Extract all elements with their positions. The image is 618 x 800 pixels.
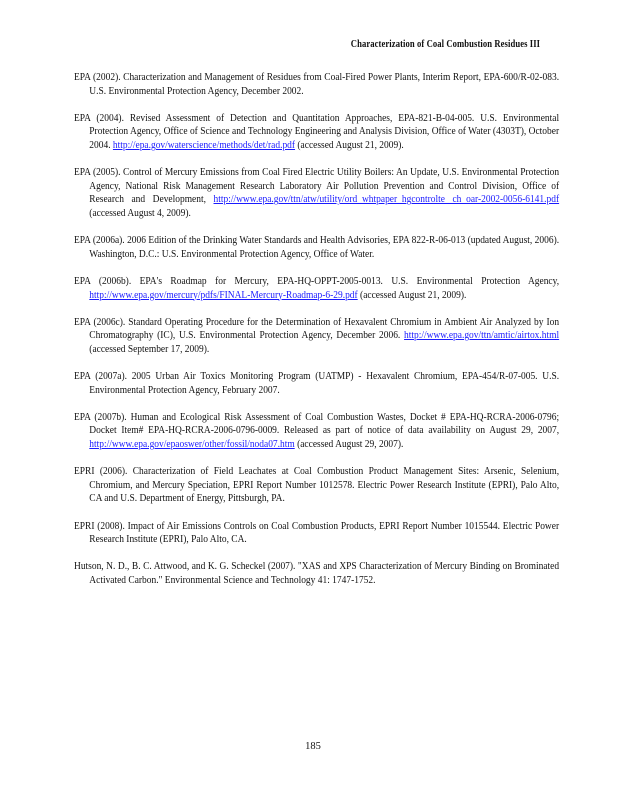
reference-text: EPA (2005). Control of Mercury Emissions from Coal Fired Electric Utility Boilers: An Update, U.S. Environmental Protection Agency, National Risk Management Research Laboratory Air Pollution Prevention and Control Division, Office of Research and Development,	[74, 167, 560, 206]
reference-text: EPA (2007b). Human and Ecological Risk Assessment of Coal Combustion Wastes, Docket # EPA-HQ-RCRA-2006-0796; Docket Item# EPA-HQ-RCRA-2006-0796-0009. Released as part of notice of data availability on August 29, 2007,	[74, 411, 560, 437]
reference-accessed: (accessed August 4, 2009).	[89, 207, 191, 219]
reference-epa-2004	[74, 112, 559, 153]
reference-epa-2007a	[74, 370, 559, 397]
reference-text: EPRI (2008). Impact of Air Emissions Controls on Coal Combustion Products, EPRI Report Number 1015544. Electric Power Research Institute (EPRI), Palo Alto, CA.	[74, 520, 560, 546]
reference-link[interactable]: http://epa.gov/waterscience/methods/det/rad.pdf	[112, 139, 296, 151]
reference-epa-2006c	[74, 316, 559, 357]
reference-list	[74, 71, 560, 601]
reference-text: EPRI (2006). Characterization of Field Leachates at Coal Combustion Product Management Sites: Arsenic, Selenium, Chromium, and Mercury Speciation, EPRI Report Number 1012578. Electric Power Research Institute (EPRI), Palo Alto, CA and U.S. Department of Energy, Pittsburgh, PA.	[74, 466, 560, 505]
reference-text: EPA (2006b). EPA's Roadmap for Mercury, EPA-HQ-OPPT-2005-0013. U.S. Environmental Protection Agency,	[74, 275, 560, 287]
reference-text: EPA (2006a). 2006 Edition of the Drinking Water Standards and Health Advisories, EPA 822-R-06-013 (updated August, 2006). Washington, D.C.: U.S. Environmental Protection Agency, Office of Water.	[74, 235, 560, 260]
reference-text: EPA (2007a). 2005 Urban Air Toxics Monitoring Program (UATMP) - Hexavalent Chromium, EPA-454/R-07-005. U.S. Environmental Protection Agency, February 2007.	[74, 371, 560, 396]
reference-link[interactable]: http://www.epa.gov/epaoswer/other/fossil/noda07.htm	[89, 439, 295, 451]
reference-accessed: (accessed August 21, 2009).	[357, 289, 467, 301]
reference-epa-2002	[74, 71, 559, 98]
reference-text: EPA (2004). Revised Assessment of Detection and Quantitation Approaches, EPA-821-B-04-005. U.S. Environmental Protection Agency, Office of Science and Technology Engineering and Analysis Division, Office of Water (4303T), October 2004.	[74, 112, 560, 151]
reference-epa-2006b	[74, 275, 559, 302]
reference-epa-2007b	[74, 411, 559, 452]
reference-accessed: (accessed August 29, 2007).	[294, 439, 404, 451]
reference-hutson-2007	[74, 560, 559, 587]
reference-epa-2005	[74, 166, 559, 220]
reference-accessed: (accessed September 17, 2009).	[89, 343, 210, 355]
running-header: Characterization of Coal Combustion Residues III	[350, 39, 540, 50]
reference-text: Hutson, N. D., B. C. Attwood, and K. G. Scheckel (2007). "XAS and XPS Characterization of Mercury Binding on Brominated Activated Carbon." Environmental Science and Technology 41: 1747-1752.	[74, 561, 560, 586]
reference-link[interactable]: http://www.epa.gov/ttn/amtic/airtox.html	[404, 330, 560, 342]
reference-epri-2006	[74, 465, 559, 506]
reference-epri-2008	[74, 520, 559, 547]
reference-epa-2006a	[74, 234, 559, 261]
page-number: 185	[305, 741, 321, 752]
reference-link[interactable]: http://www.epa.gov/mercury/pdfs/FINAL-Mercury-Roadmap-6-29.pdf	[89, 289, 358, 301]
reference-accessed: (accessed August 21, 2009).	[295, 139, 404, 151]
reference-link[interactable]: http://www.epa.gov/ttn/atw/utility/ord_whtpaper_hgcontrolte ch_oar-2002-0056-6141.pdf	[213, 194, 560, 206]
reference-text: EPA (2006c). Standard Operating Procedure for the Determination of Hexavalent Chromium in Ambient Air Analyzed by Ion Chromatography (IC), U.S. Environmental Protection Agency, December 2006.	[74, 316, 560, 342]
reference-text: EPA (2002). Characterization and Management of Residues from Coal-Fired Power Plants, Interim Report, EPA-600/R-02-083. U.S. Environmental Protection Agency, December 2002.	[74, 72, 560, 97]
